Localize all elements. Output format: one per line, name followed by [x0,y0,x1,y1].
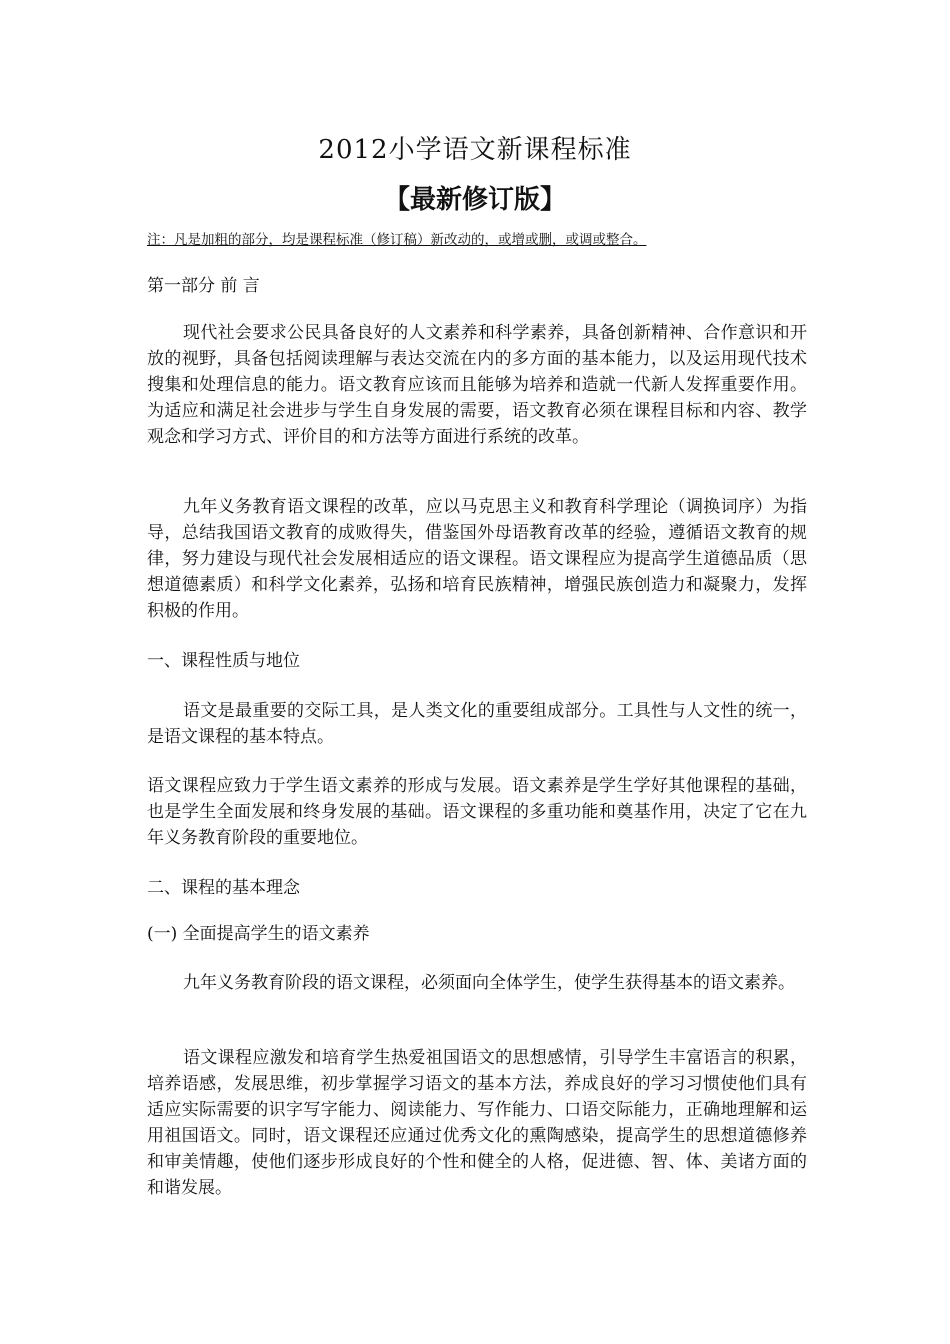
part-heading: 第一部分 前 言 [147,276,260,296]
subsection-1-heading: (一) 全面提高学生的语文素养 [147,924,370,944]
document-subtitle: 【最新修订版】 [383,185,566,215]
section-1-paragraph-2: 语文课程应致力于学生语文素养的形成与发展。语文素养是学生学好其他课程的基础，也是学生全面发展和终身发展的基础。语文课程的多重功能和奠基作用，决定了它在九年义务教育阶段的重要地位。 [147,776,807,848]
subsection-1-paragraph-1: 九年义务教育阶段的语文课程，必须面向全体学生，使学生获得基本的语文素养。 [183,973,795,993]
preface-paragraph-2: 九年义务教育语文课程的改革，应以马克思主义和教育科学理论（调换词序）为指导，总结我国语文教育的成败得失，借鉴国外母语教育改革的经验，遵循语文教育的规律，努力建设与现代社会发展相适应的语文课程。语文课程应为提高学生道德品质（思想道德素质）和科学文化素养，弘扬和培育民族精神，增强民族创造力和凝聚力，发挥积极的作用。 [147,497,807,621]
section-1-heading: 一、课程性质与地位 [147,651,300,671]
section-1-paragraph-1: 语文是最重要的交际工具，是人类文化的重要组成部分。工具性与人文性的统一，是语文课程的基本特点。 [147,701,807,747]
revision-note: 注：凡是加粗的部分，均是课程标准（修订稿）新改动的，或增或删，或调或整合。 [147,232,647,248]
subsection-1-paragraph-2: 语文课程应激发和培育学生热爱祖国语文的思想感情，引导学生丰富语言的积累，培养语感，发展思维，初步掌握学习语文的基本方法，养成良好的学习习惯使他们具有适应实际需要的识字写字能力、阅读能力、写作能力、口语交际能力，正确地理解和运用祖国语文。同时，语文课程还应通过优秀文化的熏陶感染，提高学生的思想道德修养和审美情趣，使他们逐步形成良好的个性和健全的人格，促进德、智、体、美诸方面的和谐发展。 [147,1048,807,1198]
preface-paragraph-1: 现代社会要求公民具备良好的人文素养和科学素养，具备创新精神、合作意识和开放的视野，具备包括阅读理解与表达交流在内的多方面的基本能力，以及运用现代技术搜集和处理信息的能力。语文教育应该而且能够为培养和造就一代新人发挥重要作用。为适应和满足社会进步与学生自身发展的需要，语文教育必须在课程目标和内容、教学观念和学习方式、评价目的和方法等方面进行系统的改革。 [147,323,807,447]
section-2-heading: 二、课程的基本理念 [147,878,300,898]
document-title: 2012小学语文新课程标准 [318,135,632,165]
